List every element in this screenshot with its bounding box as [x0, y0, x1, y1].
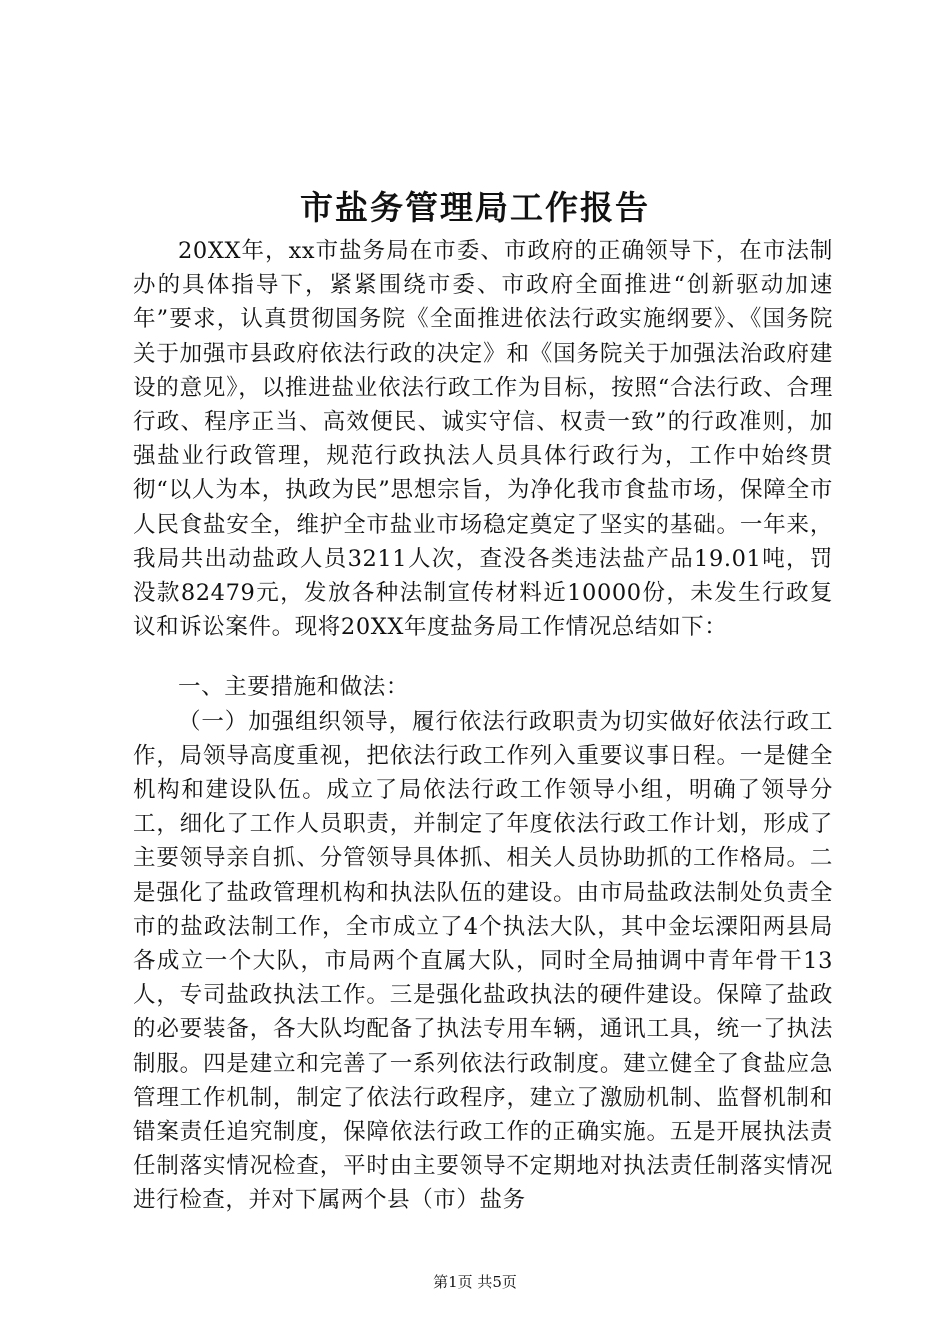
intro-paragraph: 20XX年，xx市盐务局在市委、市政府的正确领导下，在市法制办的具体指导下，紧紧围绕市委、市政府全面推进“创新驱动加速年”要求，认真贯彻国务院《全面推进依法行政实施纲要》、《国务院关于加强市县政府依法行政的决定》和《国务院关于加强法治政府建设的意见》，以推进盐业依法行政工作为目标，按照“合法行政、合理行政、程序正当、高效便民、诚实守信、权责一致”的行政准则，加强盐业行政管理，规范行政执法人员具体行政行为，工作中始终贯彻“以人为本，执政为民”思想宗旨，为净化我市食盐市场，保障全市人民食盐安全，维护全市盐业市场稳定奠定了坚实的基础。一年来，我局共出动盐政人员3211人次，查没各类违法盐产品19.01吨，罚没款82479元，发放各种法制宣传材料近10000份，未发生行政复议和诉讼案件。现将20XX年度盐务局工作情况总结如下： [133, 238, 833, 641]
section-heading: 一、主要措施和做法： [178, 674, 410, 701]
document-title: 市盐务管理局工作报告 [300, 188, 650, 227]
document-body [133, 234, 833, 1218]
page-footer: 第1页 共5页 [433, 1273, 517, 1291]
body-paragraph: （一）加强组织领导，履行依法行政职责为切实做好依法行政工作，局领导高度重视，把依法行政工作列入重要议事日程。一是健全机构和建设队伍。成立了局依法行政工作领导小组，明确了领导分工，细化了工作人员职责，并制定了年度依法行政工作计划，形成了主要领导亲自抓、分管领导具体抓、相关人员协助抓的工作格局。二是强化了盐政管理机构和执法队伍的建设。由市局盐政法制处负责全市的盐政法制工作，全市成立了4个执法大队，其中金坛溧阳两县局各成立一个大队，市局两个直属大队，同时全局抽调中青年骨干13人，专司盐政执法工作。三是强化盐政执法的硬件建设。保障了盐政的必要装备，各大队均配备了执法专用车辆，通讯工具，统一了执法制服。四是建立和完善了一系列依法行政制度。建立健全了食盐应急管理工作机制，制定了依法行政程序，建立了激励机制、监督机制和错案责任追究制度，保障依法行政工作的正确实施。五是开展执法责任制落实情况检查，平时由主要领导不定期地对执法责任制落实情况进行检查，并对下属两个县（市）盐务 [133, 708, 833, 1214]
